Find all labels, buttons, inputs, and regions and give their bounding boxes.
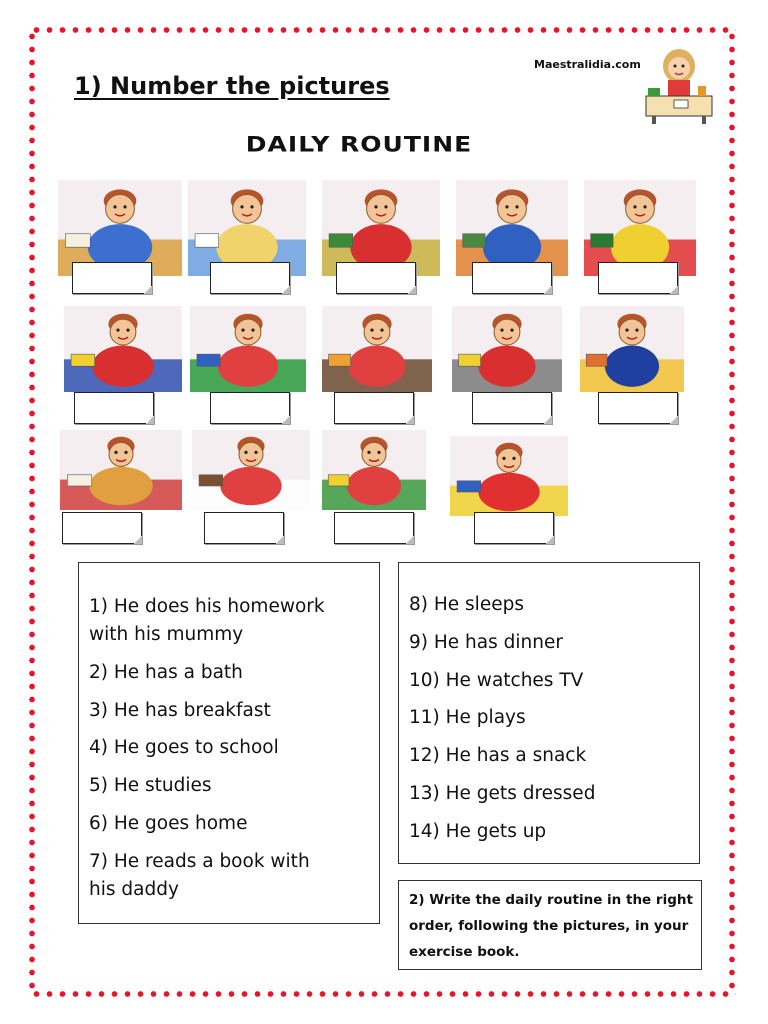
homework-with-mummy-icon — [60, 430, 182, 510]
list-item: 10) He watches TV — [409, 670, 584, 691]
number-answer-box[interactable] — [62, 512, 142, 544]
goes-to-school-icon — [64, 306, 182, 392]
has-dinner-icon — [192, 430, 310, 510]
worksheet-subtitle: DAILY ROUTINE — [245, 132, 473, 157]
watches-tv-icon — [580, 306, 684, 392]
list-item: 4) He goes to school — [89, 737, 279, 758]
number-answer-box[interactable] — [210, 392, 290, 424]
reads-book-with-daddy-icon — [322, 430, 426, 510]
number-answer-box[interactable] — [204, 512, 284, 544]
number-answer-box[interactable] — [210, 262, 290, 294]
sentence-list-right — [398, 562, 700, 864]
number-answer-box[interactable] — [334, 512, 414, 544]
list-item: 14) He gets up — [409, 821, 547, 842]
list-item: 6) He goes home — [89, 813, 248, 834]
list-item: 2) He has a bath — [89, 662, 243, 683]
list-item: 5) He studies — [89, 775, 212, 796]
list-item: his daddy — [89, 879, 179, 900]
goes-home-icon — [452, 306, 562, 392]
number-answer-box[interactable] — [336, 262, 416, 294]
studies-icon — [190, 306, 306, 392]
list-item: 3) He has breakfast — [89, 700, 271, 721]
border-bottom — [30, 990, 736, 998]
teacher-logo-icon — [640, 44, 718, 128]
list-item: with his mummy — [89, 624, 244, 645]
website-label: Maestralidia.com — [534, 58, 641, 71]
number-answer-box[interactable] — [472, 392, 552, 424]
number-answer-box[interactable] — [474, 512, 554, 544]
sleeps-icon — [450, 436, 568, 516]
number-answer-box[interactable] — [72, 262, 152, 294]
list-item: 9) He has dinner — [409, 632, 563, 653]
sentence-list-left — [78, 562, 380, 924]
number-answer-box[interactable] — [74, 392, 154, 424]
list-item: 11) He plays — [409, 707, 526, 728]
list-item: 7) He reads a book with — [89, 851, 310, 872]
page-title: 1) Number the pictures — [74, 72, 390, 100]
number-answer-box[interactable] — [334, 392, 414, 424]
has-snack-icon — [322, 306, 432, 392]
number-answer-box[interactable] — [472, 262, 552, 294]
number-answer-box[interactable] — [598, 262, 678, 294]
number-answer-box[interactable] — [598, 392, 678, 424]
list-item: 8) He sleeps — [409, 594, 524, 615]
border-top — [30, 26, 736, 34]
list-item: 12) He has a snack — [409, 745, 587, 766]
instructions-box — [398, 880, 702, 970]
border-right — [728, 30, 736, 994]
list-item: 1) He does his homework — [89, 596, 325, 617]
list-item: 13) He gets dressed — [409, 783, 596, 804]
border-left — [28, 30, 36, 994]
instructions-text: 2) Write the daily routine in the right order, following the pictures, in your exercise book. — [409, 892, 693, 960]
